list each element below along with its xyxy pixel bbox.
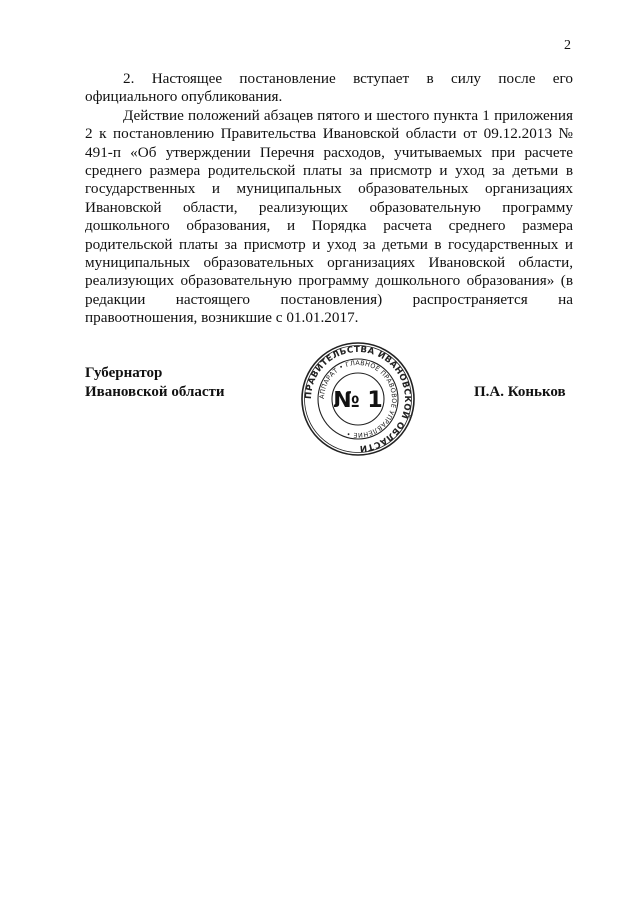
signature-name: П.А. Коньков (474, 384, 566, 400)
paragraph-effective-date: 2. Настоящее постановление вступает в силу после его официального опубликования. (85, 70, 573, 106)
stamp-inner-text: АППАРАТ • ГЛАВНОЕ ПРАВОВОЕ УПРАВЛЕНИЕ • (317, 358, 399, 440)
paragraph-applicability: Действие положений абзацев пятого и шестого пункта 1 приложения 2 к постановлению Правительства Ивановской области от 09.12.2013 № 491-п «Об утверждении Перечня расходов, учитываемых при расчете среднего размера родительской платы за присмотр и уход за детьми в государственных и муниципальных образовательных организациях Ивановской области, реализующих образовательную программу дошкольного образования, и Порядка расчета среднего размера родительской платы за присмотр и уход за детьми в государственных и муниципальных образовательных организациях Ивановской области, реализующих образовательную программу дошкольного образования» (в редакции настоящего постановления) распространяется на правоотношения, возникшие с 01.01.2017. (85, 106, 573, 327)
signature-title-line1: Губернатор (85, 365, 163, 381)
official-stamp (300, 341, 416, 457)
signature-title-line2: Ивановской области (85, 384, 225, 400)
page-number: 2 (564, 38, 571, 53)
signature-title (85, 364, 225, 402)
document-body (85, 70, 573, 328)
stamp-outer-text: ПРАВИТЕЛЬСТВА ИВАНОВСКОЙ ОБЛАСТИ (303, 344, 413, 454)
stamp-center-number: № 1 (333, 388, 383, 413)
